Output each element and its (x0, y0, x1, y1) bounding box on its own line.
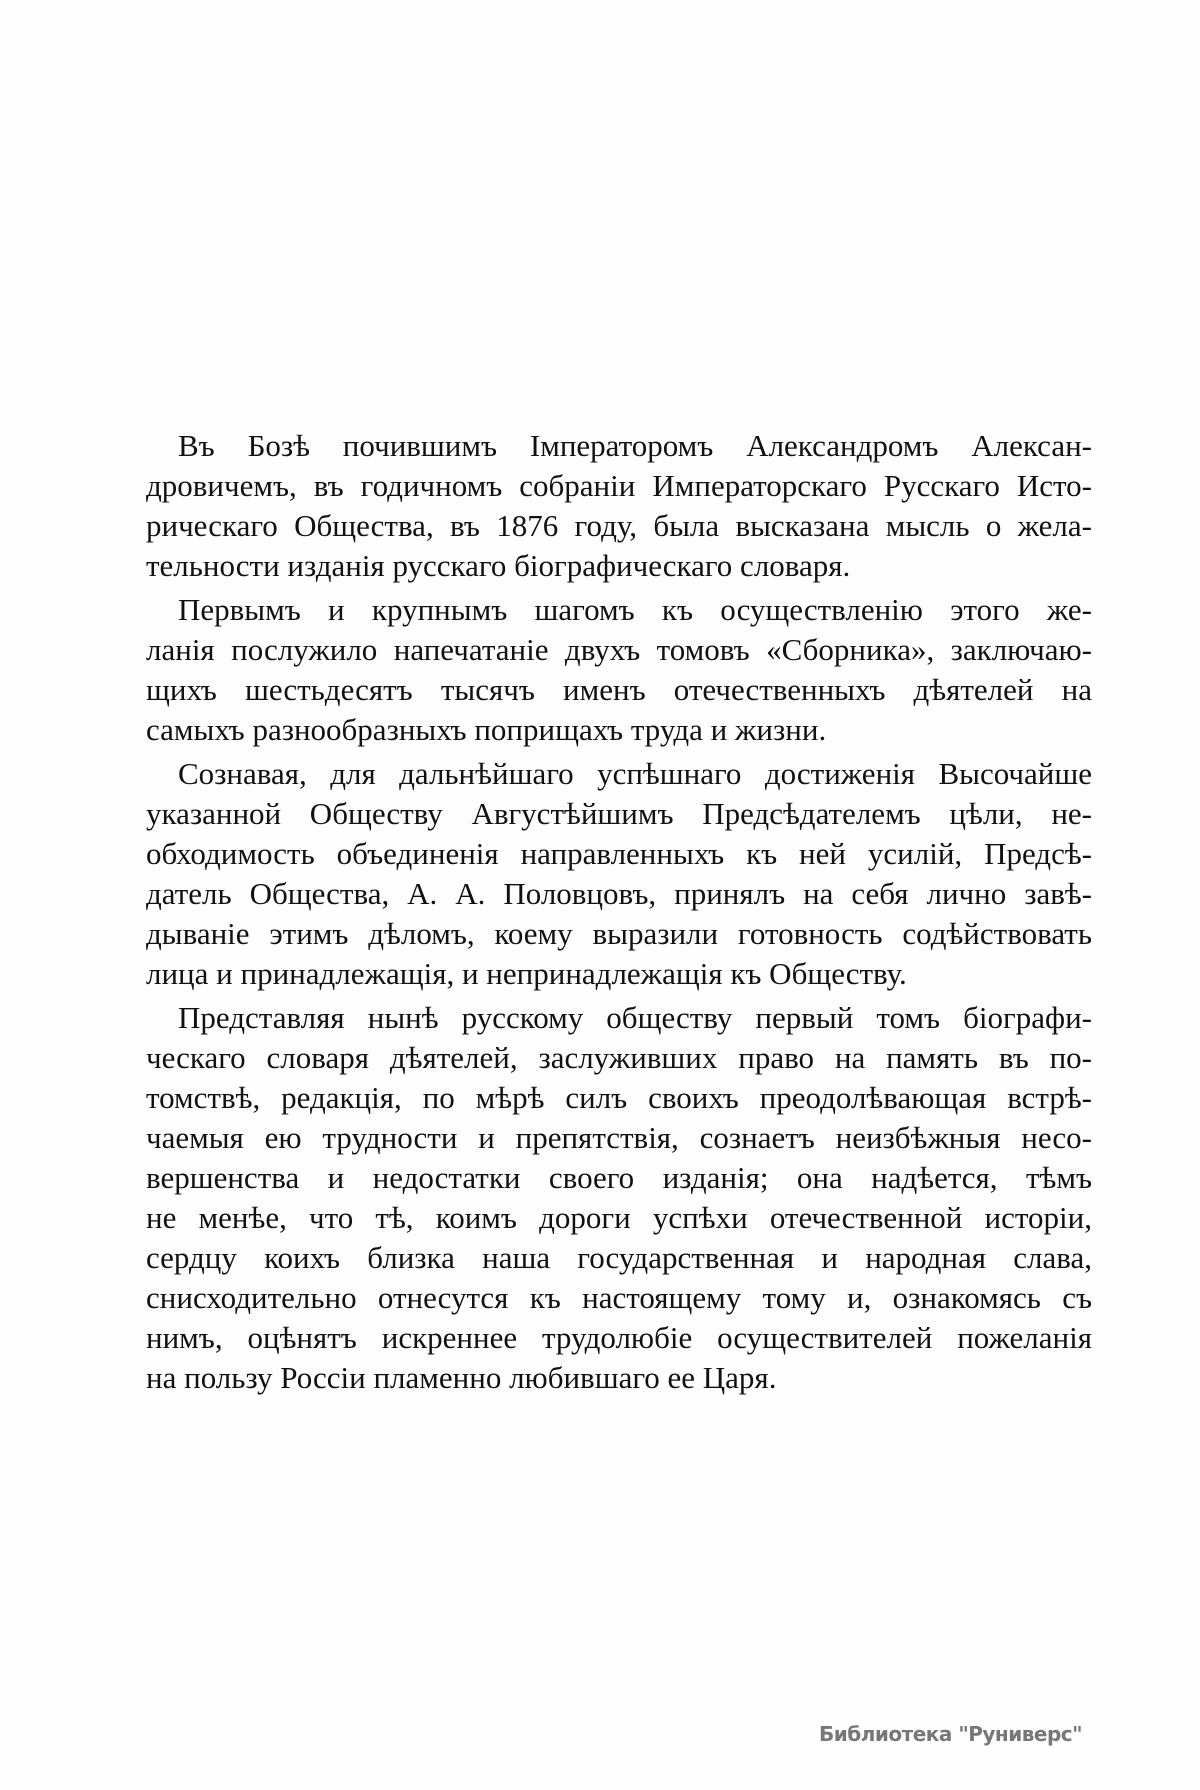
text-line: на пользу Россіи пламенно любившаго ее Царя. (146, 1360, 777, 1395)
text-line: ческаго словаря дѣятелей, заслуживших право на память въ по- (146, 1040, 1092, 1075)
paragraph (146, 426, 1092, 586)
text-line: снисходительно отнесутся къ настоящему тому и, ознакомясь съ (146, 1280, 1092, 1315)
text-line: указанной Обществу Августѣйшимъ Предсѣдателемъ цѣли, не- (146, 796, 1092, 831)
text-line: обходимость объединенія направленныхъ къ ней усилій, Предсѣ- (146, 836, 1092, 871)
text-line: лица и принадлежащія, и непринадлежащія къ Обществу. (146, 956, 907, 991)
paragraph (146, 590, 1092, 750)
document-body (146, 426, 1092, 1402)
text-line: самыхъ разнообразныхъ поприщахъ труда и жизни. (146, 712, 827, 747)
text-line: дровичемъ, въ годичномъ собраніи Императорскаго Русскаго Исто- (146, 468, 1092, 503)
text-line: датель Общества, А. А. Половцовъ, принялъ на себя лично завѣ- (146, 876, 1092, 911)
library-watermark: Библиотека "Руниверс" (819, 1722, 1083, 1746)
paragraph (146, 754, 1092, 994)
text-line: щихъ шестьдесятъ тысячъ именъ отечественныхъ дѣятелей на (146, 672, 1092, 707)
text-line: не менѣе, что тѣ, коимъ дороги успѣхи отечественной исторіи, (146, 1200, 1092, 1235)
paragraph (146, 998, 1092, 1398)
text-line: Представляя нынѣ русскому обществу первый томъ біографи- (178, 1000, 1092, 1035)
text-line: рическаго Общества, въ 1876 году, была высказана мысль о жела- (146, 508, 1092, 543)
text-line: ланія послужило напечатаніе двухъ томовъ «Сборника», заключаю- (146, 632, 1092, 667)
text-line: томствѣ, редакція, по мѣрѣ силъ своихъ преодолѣвающая встрѣ- (146, 1080, 1092, 1115)
text-line: сердцу коихъ близка наша государственная и народная слава, (146, 1240, 1092, 1275)
text-line: вершенства и недостатки своего изданія; она надѣется, тѣмъ (146, 1160, 1092, 1195)
text-line: Первымъ и крупнымъ шагомъ къ осуществленію этого же- (178, 592, 1092, 627)
text-line: нимъ, оцѣнятъ искреннее трудолюбіе осуществителей пожеланія (146, 1320, 1092, 1355)
text-line: Сознавая, для дальнѣйшаго успѣшнаго достиженія Высочайше (178, 756, 1092, 791)
text-line: Въ Бозѣ почившимъ Імператоромъ Александромъ Алексан- (178, 428, 1092, 463)
text-line: дываніе этимъ дѣломъ, коему выразили готовность содѣйствовать (146, 916, 1092, 951)
text-line: чаемыя ею трудности и препятствія, сознаетъ неизбѣжныя несо- (146, 1120, 1092, 1155)
text-line: тельности изданія русскаго біографическаго словаря. (146, 548, 851, 583)
